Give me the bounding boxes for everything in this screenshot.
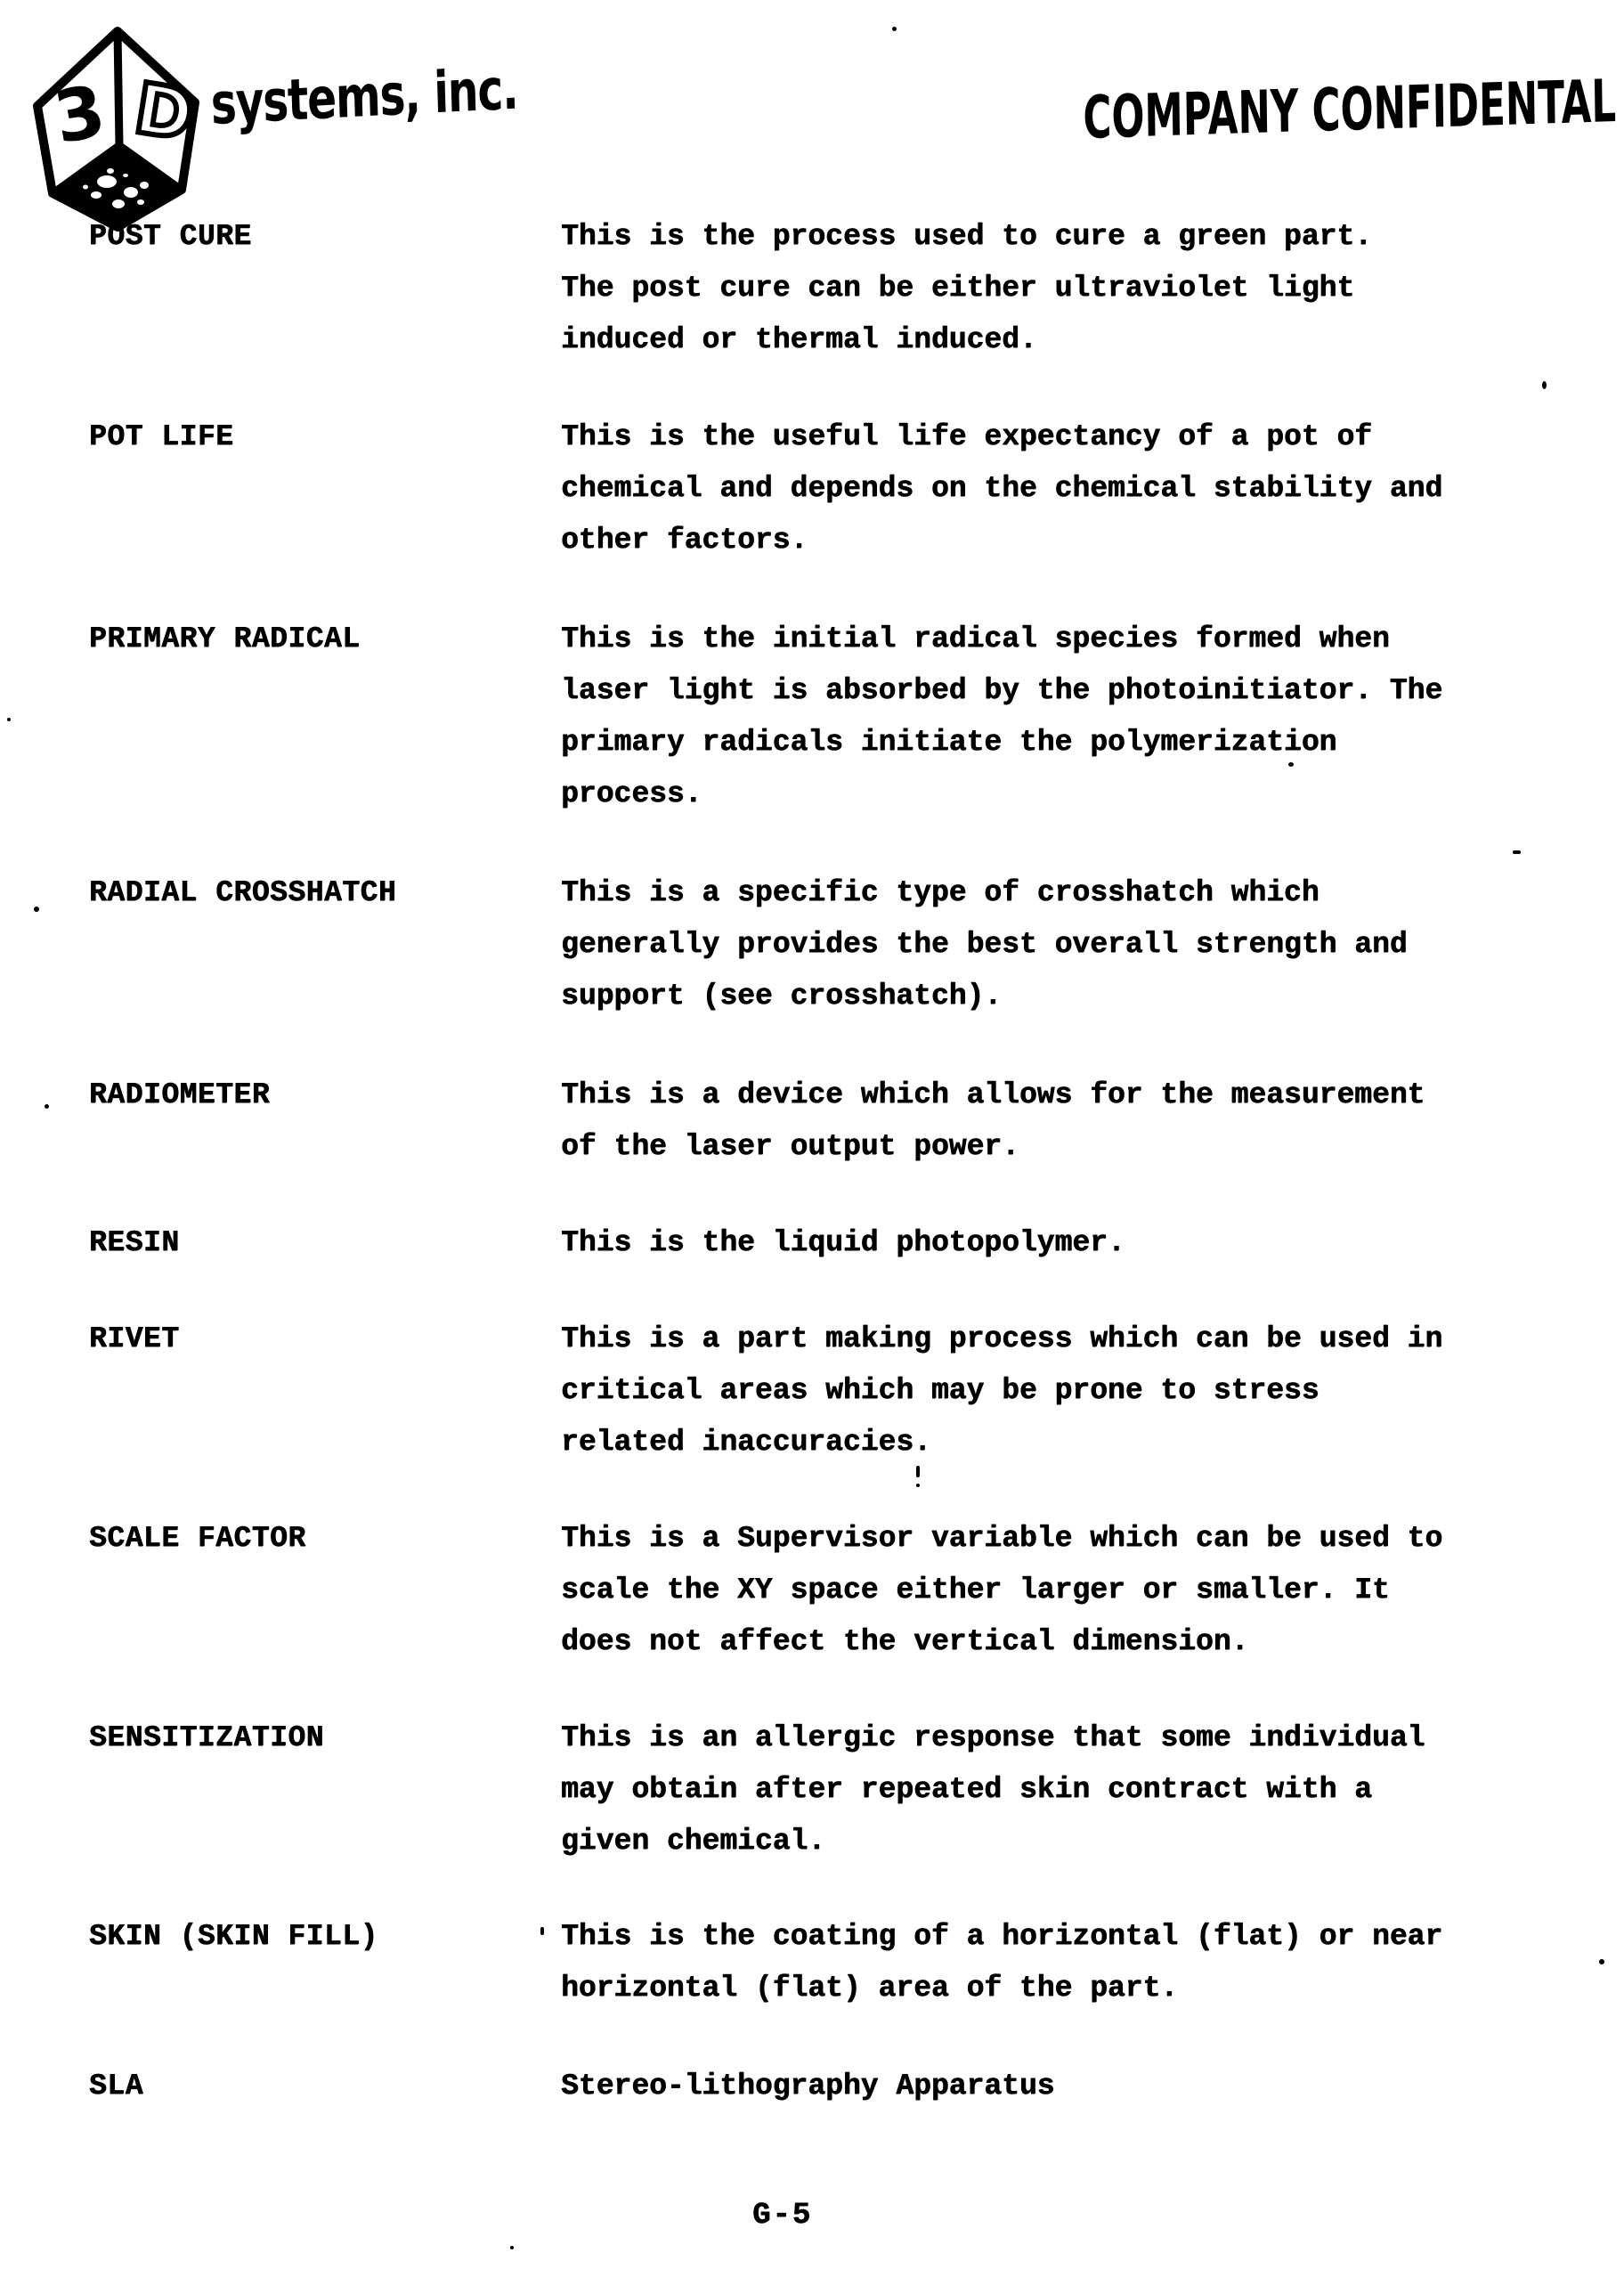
confidential-stamp: COMPANY CONFIDENTAL bbox=[1082, 67, 1617, 152]
term-label: SCALE FACTOR bbox=[89, 1522, 306, 1555]
term-label: RADIAL CROSSHATCH bbox=[89, 876, 397, 909]
definition-text: This is the coating of a horizontal (flat) or near horizontal (flat) area of the part. bbox=[561, 1920, 1443, 2005]
definition-text: This is a specific type of crosshatch which generally provides the best overall strength and support (see crosshatch). bbox=[561, 876, 1408, 1013]
term-label: POT LIFE bbox=[89, 420, 234, 453]
page-number: G-5 bbox=[752, 2199, 813, 2232]
definition-text: This is the useful life expectancy of a pot of chemical and depends on the chemical stability and other factors. bbox=[561, 420, 1443, 557]
term-label: RESIN bbox=[89, 1226, 180, 1259]
scan-speck bbox=[7, 718, 11, 721]
definition-text: This is the initial radical species formed when laser light is absorbed by the photoinitiator. The primary radicals initiate the polymerization process. bbox=[561, 622, 1443, 810]
scan-speck bbox=[916, 1466, 920, 1477]
definition-text: This is a part making process which can be used in critical areas which may be prone to stress related inaccuracies. bbox=[561, 1322, 1443, 1459]
scan-speck bbox=[45, 1104, 49, 1109]
term-label: SENSITIZATION bbox=[89, 1721, 324, 1754]
term-label: RADIOMETER bbox=[89, 1078, 271, 1111]
3d-cube-logo-icon bbox=[18, 23, 212, 235]
term-label: SLA bbox=[89, 2070, 143, 2102]
scan-speck bbox=[1599, 1959, 1604, 1964]
definition-text: This is the liquid photopolymer. bbox=[561, 1226, 1125, 1259]
definition-text: This is a Supervisor variable which can be used to scale the XY space either larger or smaller. It does not affect the vertical dimension. bbox=[561, 1522, 1443, 1658]
scan-speck bbox=[34, 907, 39, 912]
scan-speck bbox=[1288, 762, 1294, 767]
term-label: RIVET bbox=[89, 1322, 180, 1355]
scan-speck bbox=[916, 1484, 920, 1487]
term-label: SKIN (SKIN FILL) bbox=[89, 1920, 378, 1953]
logo-glyph-d: D bbox=[129, 69, 199, 158]
scan-speck bbox=[1542, 381, 1547, 389]
company-logo-text: systems, inc. bbox=[209, 56, 519, 138]
scan-speck bbox=[892, 27, 897, 31]
definition-text: Stereo-lithography Apparatus bbox=[561, 2070, 1055, 2102]
term-label: POST CURE bbox=[89, 220, 252, 253]
scan-speck bbox=[540, 1927, 544, 1935]
definition-text: This is a device which allows for the measurement of the laser output power. bbox=[561, 1078, 1425, 1163]
definition-text: This is the process used to cure a green part. The post cure can be either ultraviolet light induced or thermal induced. bbox=[561, 220, 1372, 356]
logo-glyph-3: 3 bbox=[47, 69, 111, 160]
scan-speck bbox=[1513, 850, 1521, 854]
scan-speck bbox=[510, 2246, 514, 2249]
definition-text: This is an allergic response that some individual may obtain after repeated skin contract with a given chemical. bbox=[561, 1721, 1425, 1858]
term-label: PRIMARY RADICAL bbox=[89, 622, 361, 655]
